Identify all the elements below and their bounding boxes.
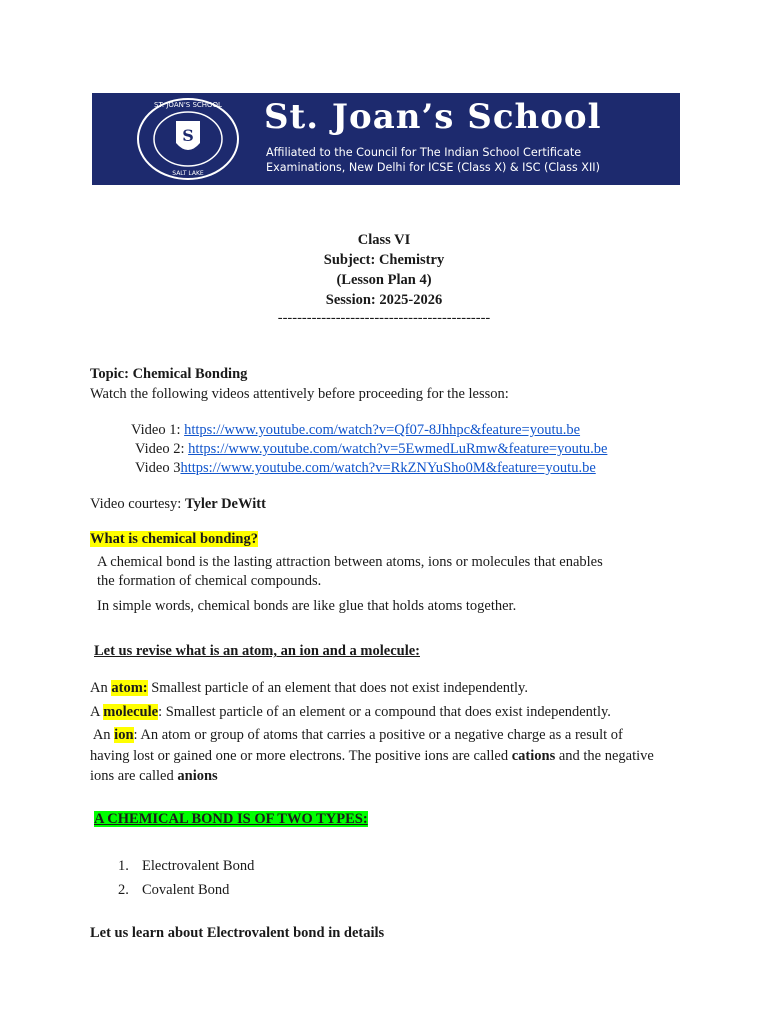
ion-def-2b: and the negative [555, 748, 654, 764]
bonding-line-1: A chemical bond is the lasting attraction between atoms, ions or molecules that enables [97, 554, 603, 570]
list-item [118, 880, 229, 900]
learn-heading-text: Let us learn about Electrovalent bond in details [90, 925, 385, 941]
courtesy-label: Video courtesy: [90, 496, 185, 512]
bonding-heading-text: What is chemical bonding? [90, 531, 258, 547]
list-item-number: 2. [118, 882, 129, 898]
list-item-label: Electrovalent Bond [142, 858, 255, 874]
ion-def-2a: having lost or gained one or more electrons. The positive ions are called [90, 748, 512, 764]
bonding-line-2: the formation of chemical compounds. [97, 573, 322, 589]
topic-title-text: Topic: Chemical Bonding [90, 366, 248, 382]
cations-term: cations [511, 748, 556, 764]
list-item-label: Covalent Bond [142, 882, 230, 898]
video-3-line [135, 458, 596, 478]
video-2-link[interactable]: https://www.youtube.com/watch?v=5EwmedLuRmw&feature=youtu.be [188, 441, 608, 457]
molecule-term: molecule [103, 704, 159, 720]
video-1-label: Video 1: [131, 422, 185, 438]
revise-heading-text: Let us revise what is an atom, an ion and a molecule: [94, 643, 420, 659]
revise-heading [94, 641, 420, 661]
types-heading [94, 809, 368, 829]
lesson-header [0, 230, 768, 326]
bonding-line-3: In simple words, chemical bonds are like glue that holds atoms together. [97, 598, 517, 614]
atom-term: atom: [111, 680, 148, 696]
video-3-label: Video 3 [135, 460, 181, 476]
learn-heading [90, 923, 384, 943]
atom-definition [90, 678, 528, 698]
bonding-heading [90, 529, 258, 549]
courtesy-name: Tyler DeWitt [184, 496, 266, 512]
affiliation-line-2: Examinations, New Delhi for ICSE (Class X) & ISC (Class XII) [266, 161, 600, 174]
topic-title [90, 364, 247, 384]
ion-prefix: An [90, 727, 115, 743]
molecule-def: : Smallest particle of an element or a compound that does exist independently. [158, 704, 611, 720]
lesson-label: (Lesson Plan 4) [336, 272, 432, 288]
school-banner [92, 93, 680, 185]
topic-instruction: Watch the following videos attentively before proceeding for the lesson: [90, 386, 509, 402]
svg-text:S: S [182, 126, 194, 145]
list-item-number: 1. [118, 858, 129, 874]
video-3-link[interactable]: https://www.youtube.com/watch?v=RkZNYuSho0M&feature=youtu.be [180, 460, 596, 476]
crest-bottom-text: SALT LAKE [172, 170, 204, 177]
ion-definition-line-1 [90, 725, 623, 745]
video-courtesy [90, 494, 266, 514]
video-2-line [135, 439, 607, 459]
molecule-definition [90, 702, 611, 722]
molecule-prefix: A [90, 704, 104, 720]
ion-definition-line-2 [90, 746, 654, 766]
ion-def-3a: ions are called [90, 768, 178, 784]
video-2-label: Video 2: [135, 441, 189, 457]
atom-def: Smallest particle of an element that does not exist independently. [147, 680, 528, 696]
crest-top-text: ST. JOAN'S SCHOOL [154, 101, 222, 109]
video-1-link[interactable]: https://www.youtube.com/watch?v=Qf07-8Jhhpc&feature=youtu.be [184, 422, 581, 438]
atom-prefix: An [90, 680, 112, 696]
ion-def-1: : An atom or group of atoms that carries a positive or a negative charge as a result of [133, 727, 623, 743]
subject-label: Subject: Chemistry [323, 252, 445, 268]
school-name: St. Joan’s School [264, 97, 602, 137]
types-heading-text: A CHEMICAL BOND IS OF TWO TYPES: [94, 811, 368, 827]
ion-term: ion [114, 727, 134, 743]
affiliation-line-1: Affiliated to the Council for The Indian School Certificate [266, 146, 582, 159]
video-1-line [131, 420, 580, 440]
class-label: Class VI [357, 232, 411, 248]
school-crest-logo [132, 95, 244, 183]
header-divider: -------------------------------------------- [277, 310, 491, 326]
affiliation-text [266, 145, 600, 175]
ion-definition-line-3 [90, 766, 218, 786]
list-item [118, 856, 254, 876]
session-label: Session: 2025-2026 [325, 292, 443, 308]
anions-term: anions [177, 768, 218, 784]
